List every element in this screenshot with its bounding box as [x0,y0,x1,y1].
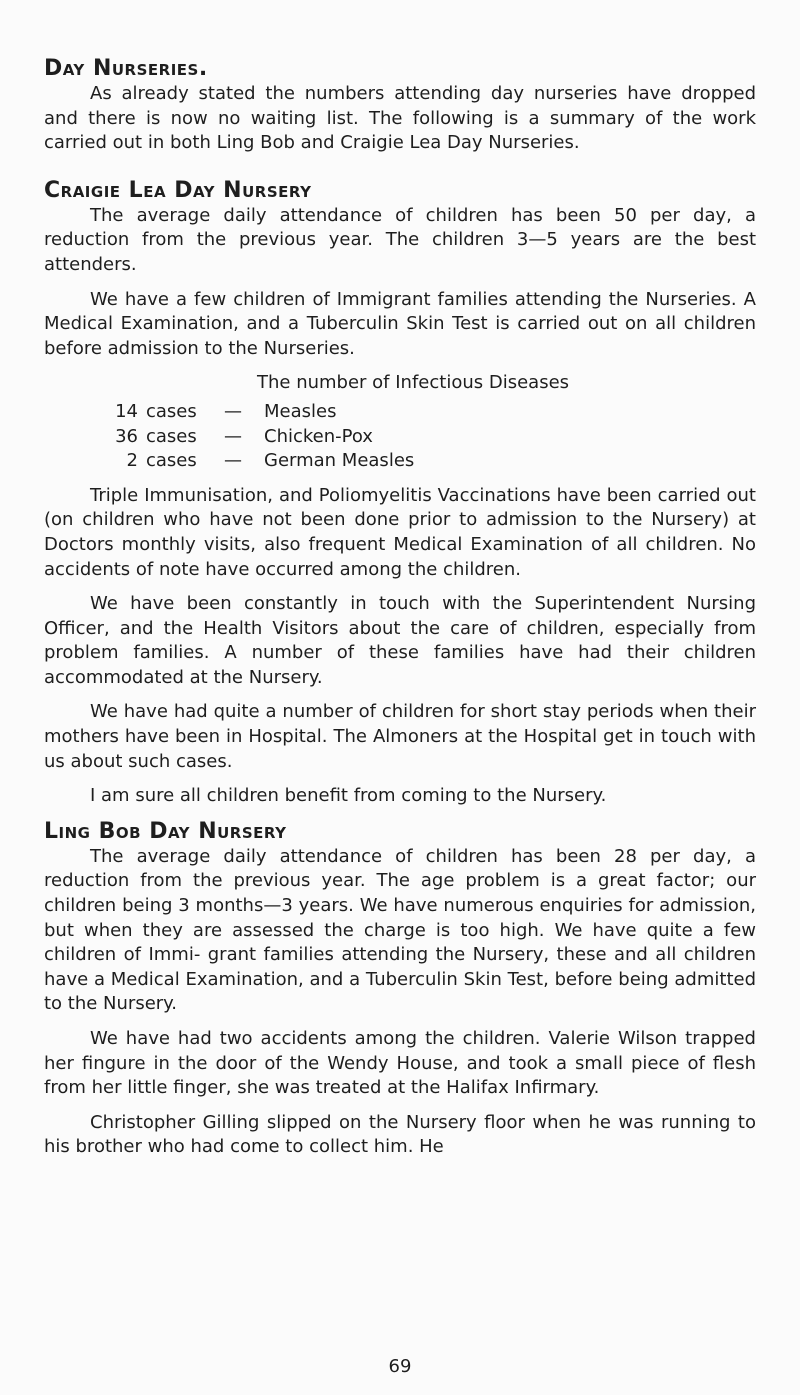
case-dash: — [224,450,242,472]
page-number: 69 [388,1356,412,1377]
paragraph: We have been constantly in touch with the Superintendent Nursing Officer, and the Health Visitors about the care of children, especially from problem families. A number of these families have had their children accommodated at the Nursery. [44,593,756,688]
paragraph: Christopher Gilling slipped on the Nursery floor when he was running to his brother who had come to collect him. He [44,1111,756,1158]
case-count: 36 [115,425,138,447]
list-item [44,449,756,474]
section-heading-ling-bob: Ling Bob Day Nursery [44,818,287,844]
paragraph: The average daily attendance of children has been 50 per day, a reduction from the previous year. The children 3—5 years are the best attenders. [44,204,756,275]
section-heading-craigie-lea: Craigie Lea Day Nursery [44,177,312,203]
paragraph: We have a few children of Immigrant families attending the Nurseries. A Medical Examination, and a Tuberculin Skin Test is carried out on all children before admission to the Nurseries. [44,288,756,359]
case-unit: cases [146,450,197,472]
infectious-diseases-title: The number of Infectious Diseases [257,372,570,394]
paragraph: Triple Immunisation, and Poliomyelitis Vaccinations have been carried out (on children who have not been done prior to admission to the Nursery) at Doctors monthly visits, also frequent Medical Examination of all children. No accidents of note have occurred among the children. [44,484,756,580]
case-disease: Measles [264,400,337,422]
case-dash: — [224,425,242,447]
case-disease: Chicken-Pox [264,425,373,447]
case-disease: German Measles [264,450,415,472]
paragraph: I am sure all children benefit from coming to the Nursery. [90,785,607,807]
paragraph: We have had two accidents among the children. Valerie Wilson trapped her fingure in the door of the Wendy House, and took a small piece of flesh from her little finger, she was treated at the Halifax Infirmary. [44,1028,756,1099]
case-unit: cases [146,425,197,447]
list-item [44,425,756,450]
paragraph: The average daily attendance of children has been 28 per day, a reduction from the previous year. The age problem is a great factor; our children being 3 months—3 years. We have numerous enquiries for admission, but when they are assessed the charge is too high. We have quite a few children of Immi- grant families attending the Nursery, these and all children have a Medical Examination, and a Tuberculin Skin Test, before being admitted to the Nursery. [44,845,756,1015]
case-count: 2 [126,450,138,472]
list-item [44,400,756,425]
case-count: 14 [115,400,138,422]
section-heading-day-nurseries: Day Nurseries. [44,56,208,81]
case-dash: — [224,400,242,422]
infectious-diseases-list [44,400,756,474]
paragraph: As already stated the numbers attending day nurseries have dropped and there is now no waiting list. The following is a summary of the work carried out in both Ling Bob and Craigie Lea Day Nurseries. [44,83,756,154]
case-unit: cases [146,400,197,422]
paragraph: We have had quite a number of children for short stay periods when their mothers have been in Hospital. The Almoners at the Hospital get in touch with us about such cases. [44,701,756,772]
